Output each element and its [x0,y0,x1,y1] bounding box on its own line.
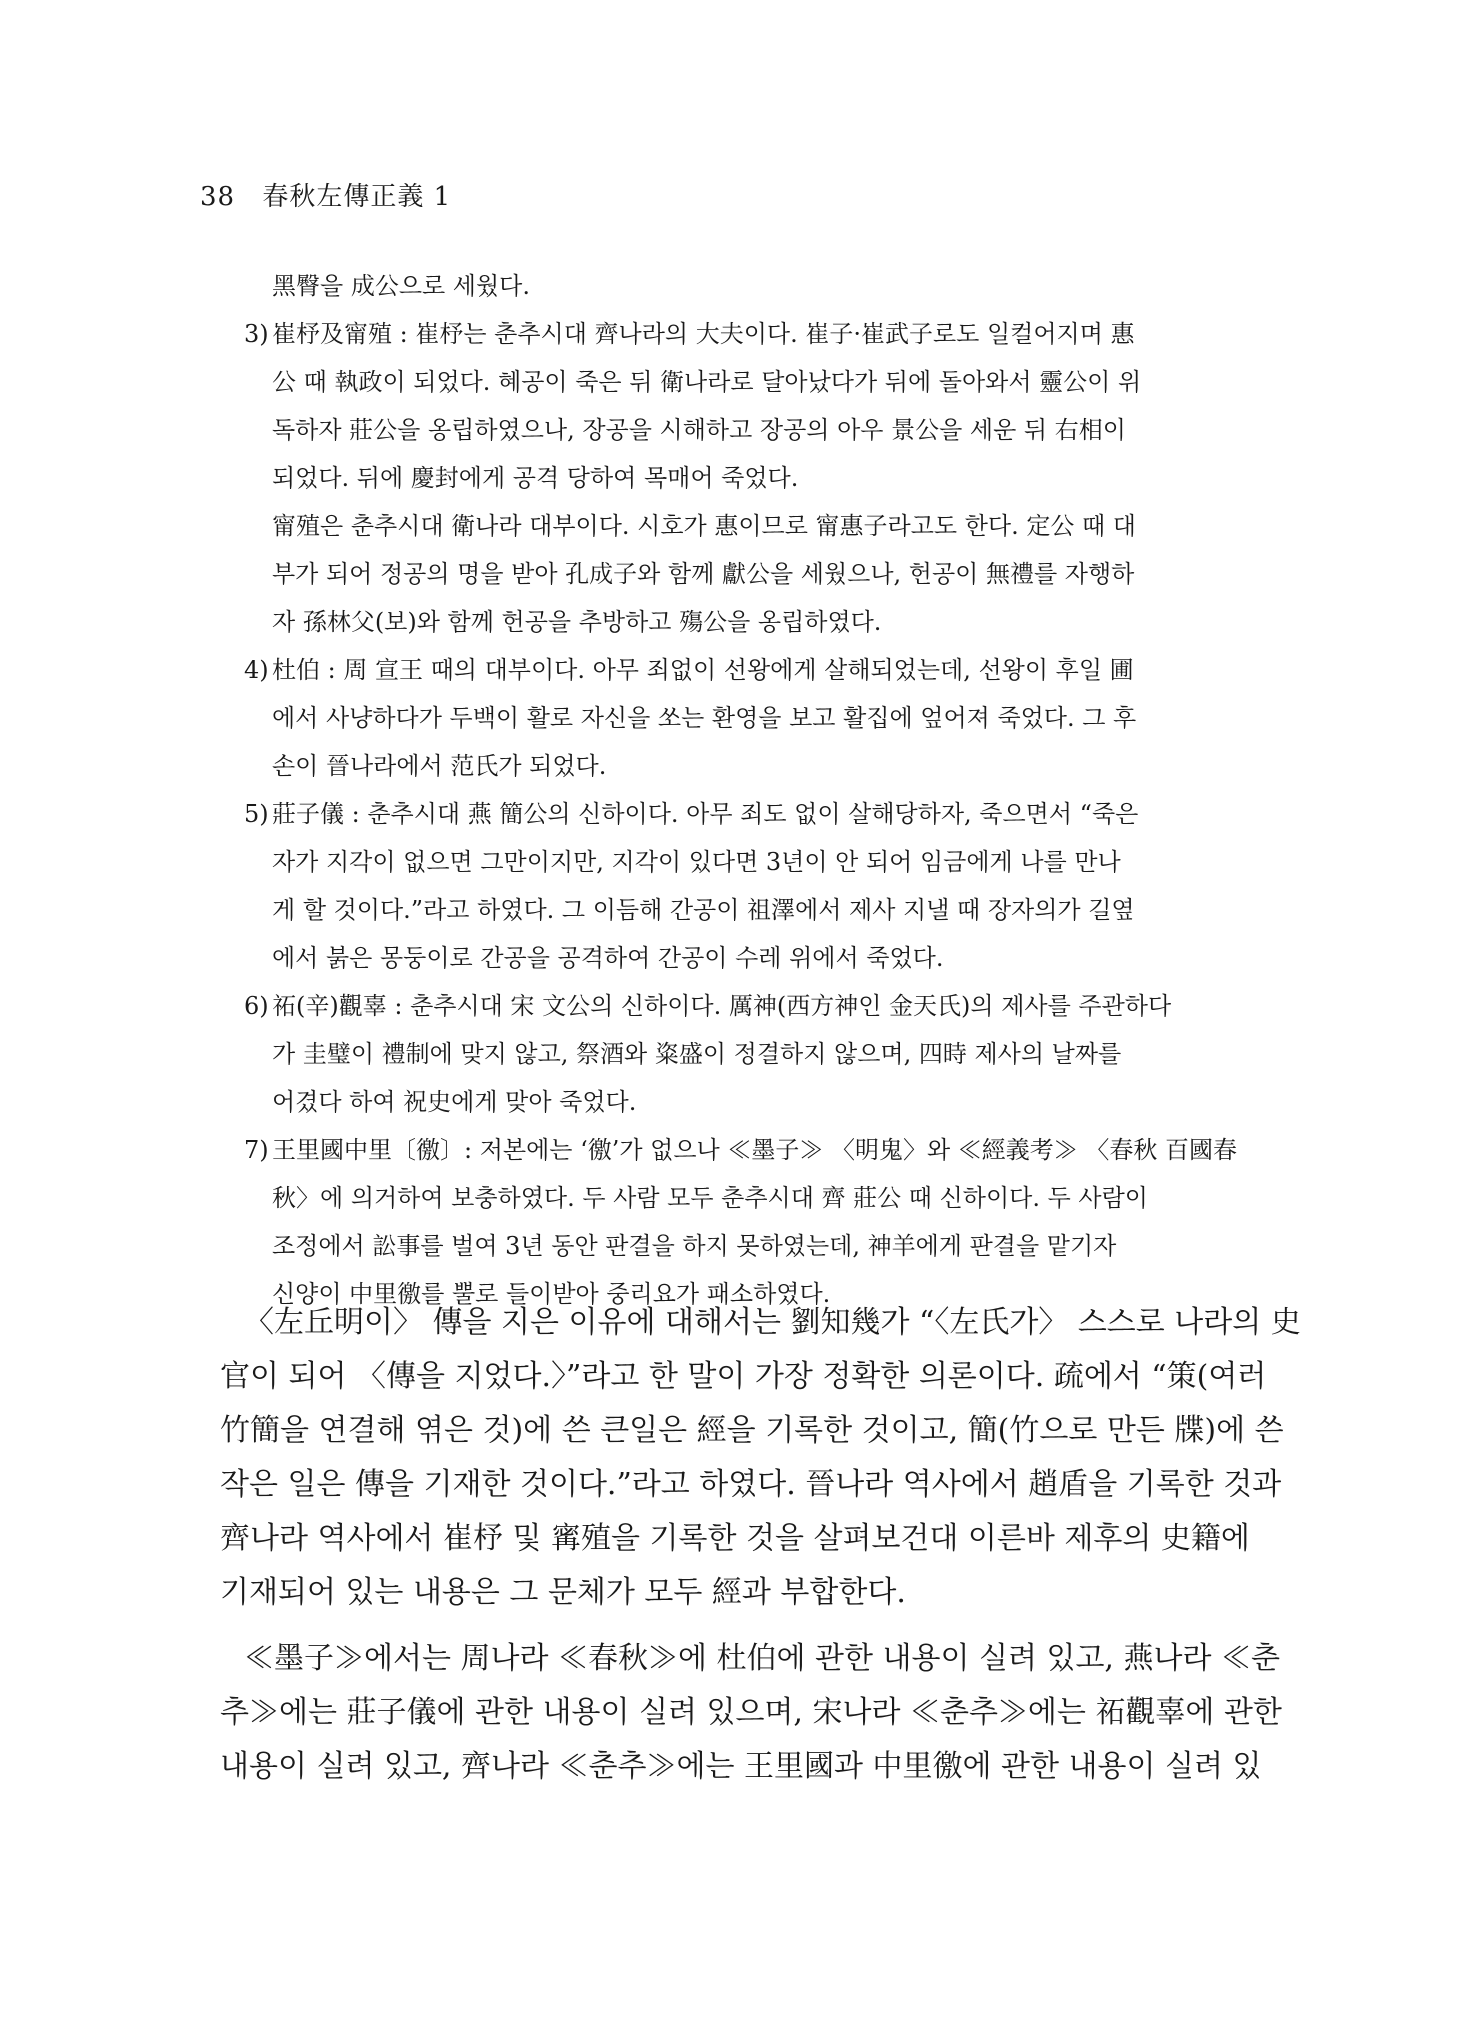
body-text-line: 작은 일은 傳을 기재한 것이다.”라고 하였다. 晉나라 역사에서 趙盾을 기록한 것과 [220,1467,1282,1502]
paragraph-1-line [244,1296,1301,1350]
note-4-line [272,694,1136,742]
note-number: 4) [244,656,269,684]
note-text: 杜伯 : 周 宣王 때의 대부이다. 아무 죄없이 선왕에게 살해되었는데, 선왕이 후일 圃 [272,656,1134,684]
note-number: 6) [244,992,269,1020]
note-6-line [272,1078,636,1126]
note-text: 손이 晉나라에서 范氏가 되었다. [272,752,607,780]
body-text-line: 官이 되어 〈傳을 지었다.〉”라고 한 말이 가장 정확한 의론이다. 疏에서 “策(여러 [220,1359,1267,1394]
note-text: 신양이 中里徼를 뿔로 들이받아 중리요가 패소하였다. [272,1280,831,1308]
paragraph-1-line [220,1404,1284,1458]
book-title: 春秋左傳正義 1 [262,182,452,212]
note-5-line [272,886,1135,934]
note-3-line [244,310,1135,358]
note-text: 조정에서 訟事를 벌여 3년 동안 판결을 하지 못하였는데, 神羊에게 판결을 맡기자 [272,1232,1117,1260]
note-4-line [272,742,606,790]
note-text: 게 할 것이다.”라고 하였다. 그 이듬해 간공이 祖澤에서 제사 지낼 때 장자의가 길옆 [272,896,1135,924]
note-number: 5) [244,800,269,828]
body-text-line: 齊나라 역사에서 崔杼 및 寗殖을 기록한 것을 살펴보건대 이른바 제후의 史籍에 [220,1521,1250,1556]
paragraph-1-line [220,1512,1250,1566]
note-continuation-line [272,262,530,310]
note-text: 祏(辛)觀辜 : 춘추시대 宋 文公의 신하이다. 厲神(西方神인 金天氏)의 제사를 주관하다 [272,992,1172,1020]
note-text: 王里國中里〔徼〕: 저본에는 ‘徼’가 없으나 ≪墨子≫ 〈明鬼〉와 ≪經義考≫ 〈春秋 百國春 [272,1136,1238,1164]
note-text: 公 때 執政이 되었다. 혜공이 죽은 뒤 衛나라로 달아났다가 뒤에 돌아와서 靈公이 위 [272,368,1142,396]
note-3-line [272,598,881,646]
note-6-line [272,1030,1121,1078]
note-text: 黑臀을 成公으로 세웠다. [272,272,530,300]
note-text: 어겼다 하여 祝史에게 맞아 죽었다. [272,1088,637,1116]
paragraph-1-line [220,1566,906,1620]
note-text: 에서 붉은 몽둥이로 간공을 공격하여 간공이 수레 위에서 죽었다. [272,944,944,972]
note-5-line [272,838,1121,886]
running-header [200,176,451,213]
page-number: 38 [200,182,236,212]
note-3-line [272,502,1136,550]
note-5-line [272,934,943,982]
note-7-line [272,1174,1148,1222]
note-5-line [244,790,1138,838]
note-7-line [272,1222,1116,1270]
note-4-line [244,646,1134,694]
note-text: 자 孫林父(보)와 함께 헌공을 추방하고 殤公을 옹립하였다. [272,608,882,636]
note-text: 되었다. 뒤에 慶封에게 공격 당하여 목매어 죽었다. [272,464,799,492]
note-3-line [272,550,1134,598]
note-text: 秋〉에 의거하여 보충하였다. 두 사람 모두 춘추시대 齊 莊公 때 신하이다. 두 사람이 [272,1184,1148,1212]
body-text-line: 기재되어 있는 내용은 그 문체가 모두 經과 부합한다. [220,1575,906,1610]
body-text-line: 추≫에는 莊子儀에 관한 내용이 실려 있으며, 宋나라 ≪춘추≫에는 祏觀辜에 관한 [220,1695,1282,1730]
note-3-line [272,454,798,502]
note-7-line [244,1126,1237,1174]
note-text: 자가 지각이 없으면 그만이지만, 지각이 있다면 3년이 안 되어 임금에게 나를 만나 [272,848,1121,876]
note-number: 7) [244,1136,269,1164]
note-text: 崔杼及甯殖 : 崔杼는 춘추시대 齊나라의 大夫이다. 崔子·崔武子로도 일컬어지며 惠 [272,320,1135,348]
paragraph-2-line [244,1632,1280,1686]
note-6-line [244,982,1171,1030]
note-text: 가 圭璧이 禮制에 맞지 않고, 祭酒와 粢盛이 정결하지 않으며, 四時 제사의 날짜를 [272,1040,1122,1068]
paragraph-1-line [220,1350,1266,1404]
paragraph-1-line [220,1458,1281,1512]
note-text: 甯殖은 춘추시대 衛나라 대부이다. 시호가 惠이므로 甯惠子라고도 한다. 定公 때 대 [272,512,1136,540]
body-text-line: 竹簡을 연결해 엮은 것)에 쓴 큰일은 經을 기록한 것이고, 簡(竹으로 만든 牒)에 쓴 [220,1413,1284,1448]
paragraph-2-line [220,1740,1261,1794]
note-3-line [272,406,1126,454]
note-text: 莊子儀 : 춘추시대 燕 簡公의 신하이다. 아무 죄도 없이 살해당하자, 죽으면서 “죽은 [272,800,1139,828]
note-text: 에서 사냥하다가 두백이 활로 자신을 쏘는 환영을 보고 활집에 엎어져 죽었다. 그 후 [272,704,1137,732]
body-text-line: ≪墨子≫에서는 周나라 ≪春秋≫에 杜伯에 관한 내용이 실려 있고, 燕나라 ≪춘 [244,1641,1280,1676]
note-text: 부가 되어 정공의 명을 받아 孔成子와 함께 獻公을 세웠으나, 헌공이 無禮를 자행하 [272,560,1135,588]
note-text: 독하자 莊公을 옹립하였으나, 장공을 시해하고 장공의 아우 景公을 세운 뒤 右相이 [272,416,1126,444]
body-text-line: 내용이 실려 있고, 齊나라 ≪춘추≫에는 王里國과 中里徼에 관한 내용이 실려 있 [220,1749,1262,1784]
body-text-line: 〈左丘明이〉 傳을 지은 이유에 대해서는 劉知幾가 “〈左氏가〉 스스로 나라의 史 [244,1305,1301,1340]
paragraph-2-line [220,1686,1282,1740]
note-3-line [272,358,1141,406]
note-number: 3) [244,320,269,348]
